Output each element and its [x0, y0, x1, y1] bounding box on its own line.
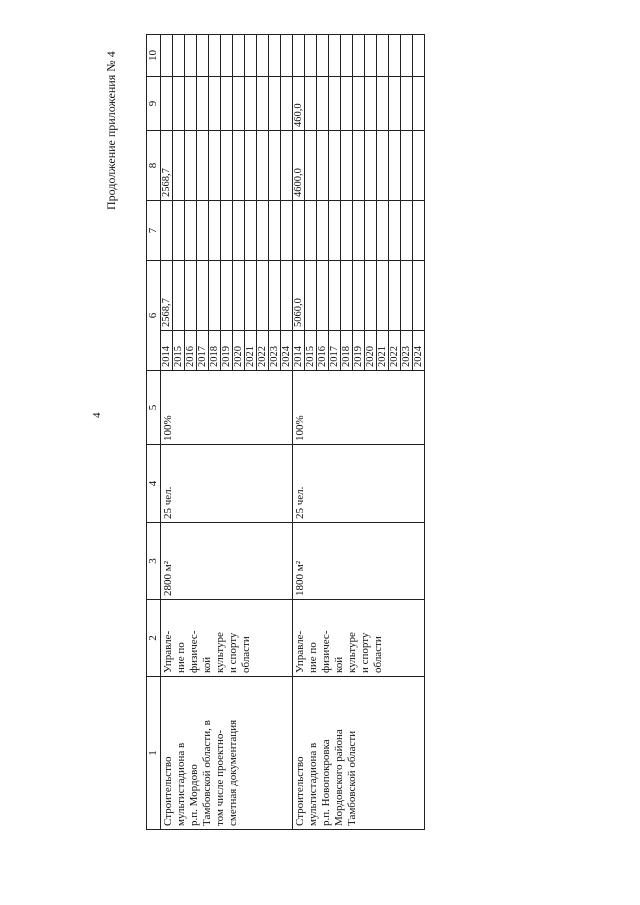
- people-count: 25 чел.: [161, 445, 293, 523]
- col-header-7: 7: [147, 201, 161, 261]
- amount-cell-10: [173, 35, 185, 77]
- col-header-2: 2: [147, 600, 161, 677]
- readiness-percent: 100%: [293, 371, 425, 445]
- amount-cell-6: [257, 261, 269, 331]
- amount-cell-6: [389, 261, 401, 331]
- amount-cell-6: [269, 261, 281, 331]
- col-header-1: 1: [147, 677, 161, 830]
- capacity: 1800 м²: [293, 523, 425, 600]
- amount-cell-6: [281, 261, 293, 331]
- amount-cell-6: [233, 261, 245, 331]
- amount-cell-8: [233, 131, 245, 201]
- amount-cell-7: [197, 201, 209, 261]
- amount-cell-9: [281, 77, 293, 131]
- year-cell: 2021: [245, 331, 257, 371]
- amount-cell-7: [269, 201, 281, 261]
- amount-cell-8: [389, 131, 401, 201]
- amount-cell-9: [257, 77, 269, 131]
- amount-cell-7: [185, 201, 197, 261]
- amount-cell-9: [269, 77, 281, 131]
- amount-cell-7: [221, 201, 233, 261]
- table-row: [161, 35, 173, 830]
- page-number: 4: [91, 412, 103, 418]
- amount-cell-7: [413, 201, 425, 261]
- amount-cell-6: [329, 261, 341, 331]
- amount-cell-9: [209, 77, 221, 131]
- col-header-5: 5: [147, 371, 161, 445]
- readiness-percent: 100%: [161, 371, 293, 445]
- amount-cell-9: [329, 77, 341, 131]
- amount-cell-6: [197, 261, 209, 331]
- amount-cell-10: [245, 35, 257, 77]
- amount-cell-8: [413, 131, 425, 201]
- amount-cell-9: [353, 77, 365, 131]
- amount-cell-8: [401, 131, 413, 201]
- amount-cell-7: [245, 201, 257, 261]
- year-cell: 2017: [197, 331, 209, 371]
- amount-cell-8: [221, 131, 233, 201]
- amount-cell-8: 4600,0: [293, 131, 305, 201]
- amount-cell-6: [353, 261, 365, 331]
- col-header-3: 3: [147, 523, 161, 600]
- year-cell: 2018: [341, 331, 353, 371]
- amount-cell-7: [293, 201, 305, 261]
- amount-cell-10: [377, 35, 389, 77]
- amount-cell-7: [257, 201, 269, 261]
- amount-cell-9: [161, 77, 173, 131]
- project-name: Строительство мультистадиона в р.п. Новопокровка Мордовского района Тамбовской области: [293, 677, 425, 830]
- amount-cell-7: [209, 201, 221, 261]
- amount-cell-10: [269, 35, 281, 77]
- amount-cell-10: [353, 35, 365, 77]
- amount-cell-10: [413, 35, 425, 77]
- year-cell: 2015: [173, 331, 185, 371]
- amount-cell-7: [161, 201, 173, 261]
- amount-cell-7: [281, 201, 293, 261]
- table-row: [293, 35, 305, 830]
- amount-cell-9: 460,0: [293, 77, 305, 131]
- amount-cell-6: [185, 261, 197, 331]
- amount-cell-9: [173, 77, 185, 131]
- rotated-table-container: [146, 35, 466, 830]
- year-cell: 2018: [209, 331, 221, 371]
- year-cell: 2022: [389, 331, 401, 371]
- amount-cell-10: [305, 35, 317, 77]
- amount-cell-9: [305, 77, 317, 131]
- executor: Управле- ние по физичес- кой культуре и спорту области: [293, 600, 425, 677]
- amount-cell-10: [401, 35, 413, 77]
- amount-cell-6: [245, 261, 257, 331]
- col-header-6: 6: [147, 261, 161, 371]
- amount-cell-8: [257, 131, 269, 201]
- amount-cell-6: [221, 261, 233, 331]
- amount-cell-8: [185, 131, 197, 201]
- amount-cell-9: [197, 77, 209, 131]
- amount-cell-9: [245, 77, 257, 131]
- amount-cell-9: [221, 77, 233, 131]
- amount-cell-10: [365, 35, 377, 77]
- amount-cell-7: [353, 201, 365, 261]
- amount-cell-8: [317, 131, 329, 201]
- amount-cell-6: [209, 261, 221, 331]
- amount-cell-8: [329, 131, 341, 201]
- amount-cell-6: [341, 261, 353, 331]
- amount-cell-8: [197, 131, 209, 201]
- appendix-continuation-note: Продолжение приложения № 4: [104, 51, 118, 210]
- amount-cell-8: [173, 131, 185, 201]
- table-body: [161, 35, 425, 830]
- year-cell: 2019: [353, 331, 365, 371]
- amount-cell-8: [353, 131, 365, 201]
- amount-cell-6: [377, 261, 389, 331]
- amount-cell-10: [329, 35, 341, 77]
- amount-cell-7: [329, 201, 341, 261]
- amount-cell-6: 2568,7: [161, 261, 173, 331]
- amount-cell-6: [305, 261, 317, 331]
- amount-cell-6: [365, 261, 377, 331]
- amount-cell-9: [377, 77, 389, 131]
- amount-cell-9: [317, 77, 329, 131]
- amount-cell-6: 5060,0: [293, 261, 305, 331]
- amount-cell-8: [245, 131, 257, 201]
- year-cell: 2020: [365, 331, 377, 371]
- amount-cell-10: [293, 35, 305, 77]
- year-cell: 2022: [257, 331, 269, 371]
- executor: Управле- ние по физичес- кой культуре и спорту области: [161, 600, 293, 677]
- amount-cell-9: [185, 77, 197, 131]
- year-cell: 2016: [185, 331, 197, 371]
- year-cell: 2017: [329, 331, 341, 371]
- year-cell: 2023: [269, 331, 281, 371]
- amount-cell-10: [257, 35, 269, 77]
- amount-cell-10: [209, 35, 221, 77]
- amount-cell-9: [389, 77, 401, 131]
- amount-cell-8: [281, 131, 293, 201]
- program-table: [146, 34, 425, 830]
- column-number-row: [147, 35, 161, 830]
- year-cell: 2014: [293, 331, 305, 371]
- year-cell: 2023: [401, 331, 413, 371]
- amount-cell-8: [377, 131, 389, 201]
- amount-cell-7: [401, 201, 413, 261]
- amount-cell-9: [341, 77, 353, 131]
- amount-cell-7: [377, 201, 389, 261]
- amount-cell-7: [389, 201, 401, 261]
- year-cell: 2015: [305, 331, 317, 371]
- amount-cell-8: [209, 131, 221, 201]
- amount-cell-10: [281, 35, 293, 77]
- amount-cell-10: [389, 35, 401, 77]
- amount-cell-7: [341, 201, 353, 261]
- amount-cell-7: [317, 201, 329, 261]
- amount-cell-6: [173, 261, 185, 331]
- year-cell: 2024: [413, 331, 425, 371]
- capacity: 2800 м²: [161, 523, 293, 600]
- year-cell: 2021: [377, 331, 389, 371]
- year-cell: 2024: [281, 331, 293, 371]
- year-cell: 2014: [161, 331, 173, 371]
- amount-cell-6: [413, 261, 425, 331]
- amount-cell-10: [185, 35, 197, 77]
- amount-cell-8: [269, 131, 281, 201]
- col-header-8: 8: [147, 131, 161, 201]
- amount-cell-10: [221, 35, 233, 77]
- amount-cell-8: 2568,7: [161, 131, 173, 201]
- amount-cell-8: [341, 131, 353, 201]
- amount-cell-6: [317, 261, 329, 331]
- amount-cell-8: [305, 131, 317, 201]
- amount-cell-6: [401, 261, 413, 331]
- amount-cell-9: [233, 77, 245, 131]
- people-count: 25 чел.: [293, 445, 425, 523]
- col-header-10: 10: [147, 35, 161, 77]
- year-cell: 2020: [233, 331, 245, 371]
- year-cell: 2016: [317, 331, 329, 371]
- amount-cell-9: [413, 77, 425, 131]
- amount-cell-7: [233, 201, 245, 261]
- project-name: Строительство мультистадиона в р.п. Мордово Тамбовской области, в том числе проектно- сметная документация: [161, 677, 293, 830]
- col-header-9: 9: [147, 77, 161, 131]
- amount-cell-7: [365, 201, 377, 261]
- year-cell: 2019: [221, 331, 233, 371]
- amount-cell-10: [341, 35, 353, 77]
- amount-cell-10: [197, 35, 209, 77]
- amount-cell-8: [365, 131, 377, 201]
- amount-cell-10: [233, 35, 245, 77]
- amount-cell-10: [317, 35, 329, 77]
- amount-cell-7: [173, 201, 185, 261]
- amount-cell-7: [305, 201, 317, 261]
- amount-cell-9: [401, 77, 413, 131]
- amount-cell-10: [161, 35, 173, 77]
- amount-cell-9: [365, 77, 377, 131]
- col-header-4: 4: [147, 445, 161, 523]
